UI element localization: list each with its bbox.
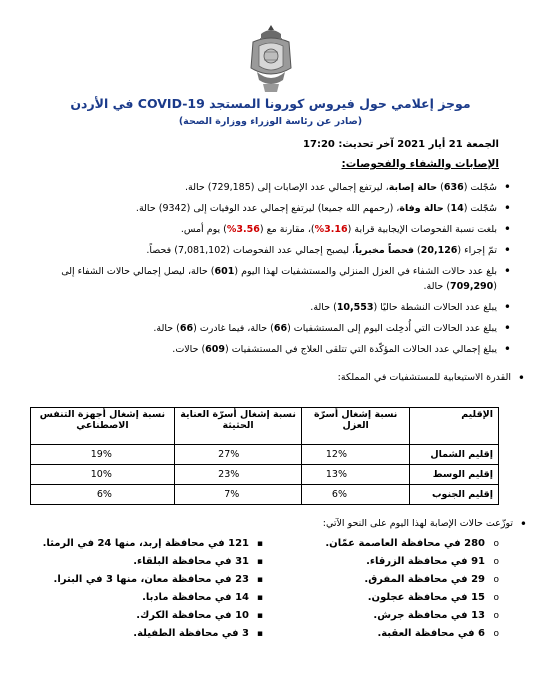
list-item: • تمّ إجراء (20,126) فحصاً مخبرياً، ليصبح إجمالي عدد الفحوصات (7,081,102) فحصاً. bbox=[33, 243, 513, 258]
distribution-intro: • توزّعت حالات الإصابة لهذا اليوم على النحو الآتي: bbox=[323, 518, 513, 529]
list-item: ▪ 14 في محافظة مادبا. bbox=[13, 589, 263, 607]
page-subtitle: (صادر عن رئاسة الوزراء ووزارة الصحة) bbox=[178, 116, 363, 127]
column-header: نسبة إشغال أسرّة العناية الحثيثة bbox=[174, 408, 301, 445]
list-item: • سُجّلت (14) حالة وفاة، (رحمهم الله جميعا) ليرتفع إجمالي عدد الوفيات إلى (9342) حالة. bbox=[33, 201, 513, 216]
table-cell: 13% bbox=[302, 465, 410, 485]
capacity-intro: • القدرة الاستيعابية للمستشفيات في المملكة: bbox=[338, 372, 511, 383]
table-row bbox=[31, 445, 499, 465]
list-item: • يبلغ عدد الحالات التي أُدخِلت اليوم إلى المستشفيات (66) حالة، فيما غادرت (66) حالة. bbox=[33, 321, 513, 336]
table-cell: 10% bbox=[31, 465, 175, 485]
table-row bbox=[31, 485, 499, 505]
table-cell: 6% bbox=[302, 485, 410, 505]
table-cell: 12% bbox=[302, 445, 410, 465]
table-cell: 23% bbox=[174, 465, 301, 485]
region-cell: إقليم الوسط bbox=[410, 465, 499, 485]
list-item: o 29 في محافظة المفرق. bbox=[269, 571, 499, 589]
region-cell: إقليم الشمال bbox=[410, 445, 499, 465]
list-item: ▪ 23 في محافظة معان، منها 3 في البترا. bbox=[13, 571, 263, 589]
jordan-royal-emblem-icon bbox=[247, 22, 295, 94]
table-cell: 6% bbox=[31, 485, 175, 505]
list-item: • بلغ عدد حالات الشفاء في العزل المنزلي والمستشفيات لهذا اليوم (601) حالة، ليصل إجمالي حالات الشفاء إلى (709,290) حالة. bbox=[33, 264, 513, 294]
list-item: • بلغت نسبة الفحوصات الإيجابية قرابة (3.16%)، مقارنة مع (3.56%) يوم أمس. bbox=[33, 222, 513, 237]
distribution-list-right bbox=[269, 535, 499, 643]
list-item: • يبلغ إجمالي عدد الحالات المؤكّدة التي تتلقى العلاج في المستشفيات (609) حالات. bbox=[33, 342, 513, 357]
list-item: o 6 في محافظة العقبة. bbox=[269, 625, 499, 643]
list-item: o 15 في محافظة عجلون. bbox=[269, 589, 499, 607]
column-header: الإقليم bbox=[410, 408, 499, 445]
list-item: • يبلغ عدد الحالات النشطة حاليًا (10,553) حالة. bbox=[33, 300, 513, 315]
update-dateline: الجمعة 21 أيار 2021 آخر تحديث: 17:20 bbox=[303, 139, 499, 150]
list-item: ▪ 3 في محافظة الطفيلة. bbox=[13, 625, 263, 643]
list-item: o 91 في محافظة الزرقاء. bbox=[269, 553, 499, 571]
page-title: موجز إعلامي حول فيروس كورونا المستجد COVID-19 في الأردن bbox=[70, 96, 471, 111]
list-item: ▪ 10 في محافظة الكرك. bbox=[13, 607, 263, 625]
table-cell: 27% bbox=[174, 445, 301, 465]
table-cell: 19% bbox=[31, 445, 175, 465]
list-item: o 280 في محافظة العاصمة عمّان. bbox=[269, 535, 499, 553]
capacity-table bbox=[30, 407, 499, 505]
section-heading: الإصابات والشفاء والفحوصات: bbox=[341, 158, 499, 170]
list-item: ▪ 31 في محافظة البلقاء. bbox=[13, 553, 263, 571]
stats-list bbox=[33, 180, 513, 363]
list-item: o 13 في محافظة جرش. bbox=[269, 607, 499, 625]
table-header-row bbox=[31, 408, 499, 445]
column-header: نسبة إشغال أسرّة العزل bbox=[302, 408, 410, 445]
table-row bbox=[31, 465, 499, 485]
distribution-list-left bbox=[13, 535, 263, 643]
list-item: ▪ 121 في محافظة إربد، منها 24 في الرمثا. bbox=[13, 535, 263, 553]
region-cell: إقليم الجنوب bbox=[410, 485, 499, 505]
column-header: نسبة إشغال أجهزة التنفس الاصطناعي bbox=[31, 408, 175, 445]
list-item: • سُجّلت (636) حالة إصابة، ليرتفع إجمالي عدد الإصابات إلى (729,185) حالة. bbox=[33, 180, 513, 195]
table-cell: 7% bbox=[174, 485, 301, 505]
